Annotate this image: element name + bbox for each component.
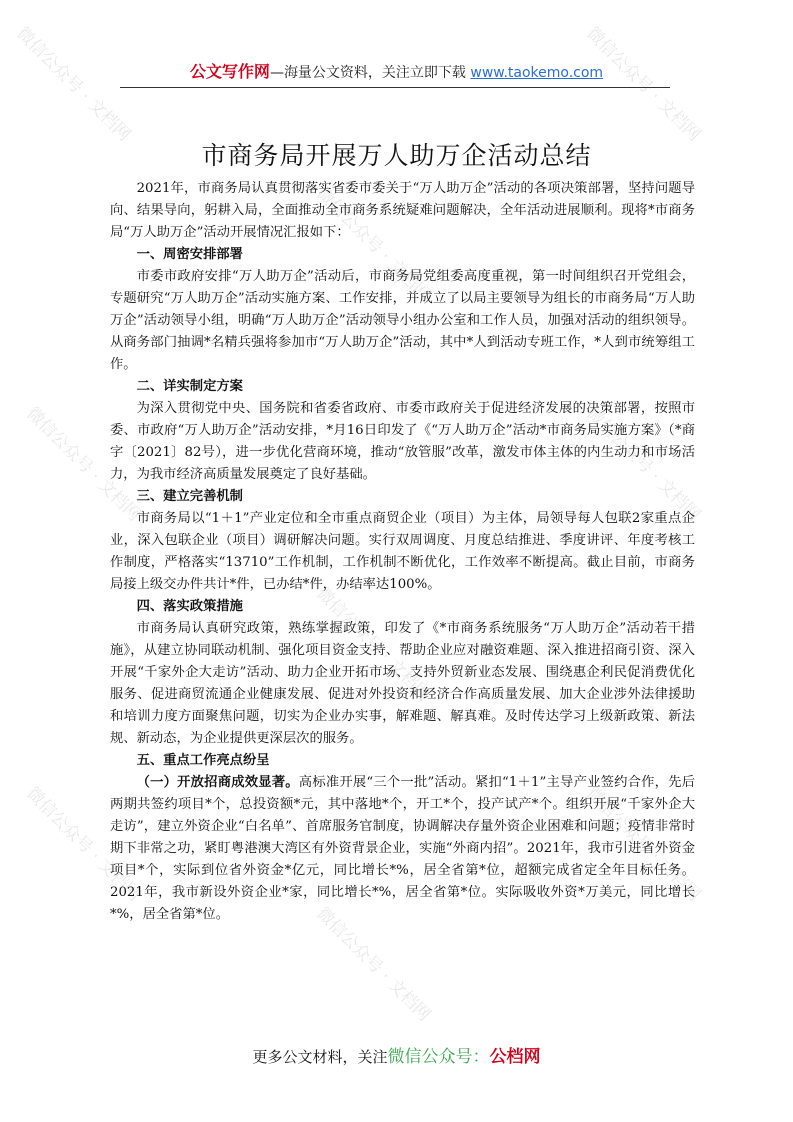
section-heading: 四、落实政策措施	[136, 599, 243, 614]
subsection-lead: （一）开放招商成效显著。	[136, 775, 299, 790]
subsection-text: 高标准开展“三个一批”活动。紧扣“1＋1”主导产业签约合作，先后两期共签约项目*个，总投资额*元，其中落地*个，开工*个，投产试产*个。组织开展“千家外企大走访”，建立外资企业“白名单”、首席服务官制度，协调解决存量外资企业困难和问题；疫情非常时期下非常之功，紧盯粤港澳大湾区有外资背景企业，实施“外商内招”。2021年，我市引进省外资金项目*个，实际到位省外资金*亿元，同比增长*%，居全省第*位，超额完成省定全年目标任务。2021年，我市新设外资企业*家，同比增长*%，居全省第*位。实际吸收外资*万美元，同比增长*%，居全省第*位。	[110, 775, 695, 922]
header-brand: 公文写作网	[189, 62, 270, 81]
section-paragraph: 市委市政府安排“万人助万企”活动后，市商务局党组委高度重视，第一时间组织召开党组会，专题研究“万人助万企”活动实施方案、工作安排，并成立了以局主要领导为组长的市商务局“万人助万企”活动领导小组，明确“万人助万企”活动领导小组办公室和工作人员，加强对活动的组织领导。从商务部门抽调*名精兵强将参加市“万人助万企”活动，其中*人到活动专班工作，*人到市统筹组工作。	[110, 269, 695, 372]
footer-site-name: 公档网	[489, 1047, 541, 1067]
watermark-text: 微信公众号 · 文档网	[312, 903, 435, 1026]
page-header	[0, 62, 793, 83]
watermark-text: 微信公众号 · 文档网	[22, 783, 145, 906]
section-heading: 三、建立完善机制	[136, 489, 243, 504]
header-url-link[interactable]: www.taokemo.com	[470, 65, 604, 81]
watermark-text: 微信公众号 · 文档网	[582, 403, 705, 526]
watermark-text: 微信公众号 · 文档网	[582, 783, 705, 906]
section-heading: 五、重点工作亮点纷呈	[136, 753, 270, 768]
page-footer	[0, 1046, 793, 1068]
watermark-text: 微信公众号 · 文档网	[22, 403, 145, 526]
footer-prefix: 更多公文材料，关注	[252, 1048, 388, 1066]
intro-paragraph: 2021年，市商务局认真贯彻落实省委市委关于“万人助万企”活动的各项决策部署，坚持问题导向、结果导向，躬耕入局，全面推动全市商务系统疑难问题解决，全年活动进展顺利。现将*市商务局“万人助万企”活动开展情况汇报如下：	[110, 181, 695, 240]
watermark-text: 微信公众号 · 文档网	[582, 23, 705, 146]
section-heading: 二、详实制定方案	[136, 379, 243, 394]
header-tagline: —海量公文资料，关注立即下载	[269, 65, 471, 81]
section-heading: 一、周密安排部署	[136, 247, 243, 262]
watermark-text: 微信公众号 · 文档网	[312, 183, 435, 306]
section-paragraph: 为深入贯彻党中央、国务院和省委省政府、市委市政府关于促进经济发展的决策部署，按照市委、市政府“万人助万企”活动安排，*月16日印发了《“万人助万企”活动*市商务局实施方案》（*商字〔2021〕82号），进一步优化营商环境，推动“放管服”改革，激发市体主体的内生动力和市场活力，为我市经济高质量发展奠定了良好基础。	[110, 401, 695, 482]
section-paragraph: 市商务局认真研究政策，熟练掌握政策，印发了《*市商务系统服务“万人助万企”活动若干措施》，从建立协同联动机制、强化项目资金支持、帮助企业应对融资难题、深入推进招商引资、深入开展“千家外企大走访”活动、助力企业开拓市场、支持外贸新业态发展、围绕惠企利民促消费优化服务、促进商贸流通企业健康发展、促进对外投资和经济合作高质量发展、加大企业涉外法律援助和培训力度方面聚焦问题，切实为企业办实事，解难题、解真难。及时传达学习上级新政策、新法规、新动态，为企业提供更深层次的服务。	[110, 621, 695, 746]
watermark-text: 微信公众号 · 文档网	[12, 23, 135, 146]
header-divider	[120, 87, 670, 88]
document-title: 市商务局开展万人助万企活动总结	[201, 141, 592, 170]
watermark-text: 微信公众号 · 文档网	[312, 583, 435, 706]
section-paragraph: 市商务局以“1＋1”产业定位和全市重点商贸企业（项目）为主体，局领导每人包联2家重点企业，深入包联企业（项目）调研解决问题。实行双周调度、月度总结推进、季度讲评、年度考核工作制度，严格落实“13710”工作机制，工作机制不断优化，工作效率不断提高。截止目前，市商务局接上级交办件共计*件，已办结*件，办结率达100%。	[110, 511, 695, 592]
section-paragraph	[110, 772, 695, 926]
document-body	[110, 178, 695, 926]
footer-wechat-label: 微信公众号：	[387, 1047, 490, 1067]
